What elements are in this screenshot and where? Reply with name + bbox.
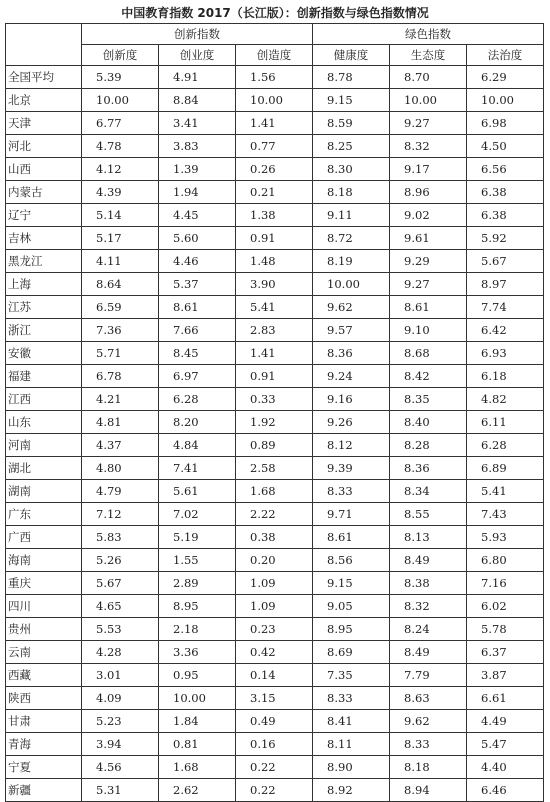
value-cell: 4.91 bbox=[159, 66, 236, 89]
value-cell: 6.28 bbox=[159, 388, 236, 411]
table-row bbox=[6, 319, 544, 342]
value-cell: 3.90 bbox=[236, 273, 313, 296]
value-cell: 5.61 bbox=[159, 480, 236, 503]
table-row bbox=[6, 66, 544, 89]
table-row bbox=[6, 503, 544, 526]
value-cell: 5.37 bbox=[159, 273, 236, 296]
value-cell: 4.79 bbox=[82, 480, 159, 503]
value-cell: 9.62 bbox=[313, 296, 390, 319]
region-cell: 山西 bbox=[6, 158, 82, 181]
value-cell: 8.96 bbox=[390, 181, 467, 204]
value-cell: 5.31 bbox=[82, 779, 159, 802]
region-cell: 陕西 bbox=[6, 687, 82, 710]
value-cell: 7.43 bbox=[467, 503, 544, 526]
value-cell: 6.37 bbox=[467, 641, 544, 664]
value-cell: 8.33 bbox=[313, 480, 390, 503]
value-cell: 8.41 bbox=[313, 710, 390, 733]
value-cell: 5.53 bbox=[82, 618, 159, 641]
value-cell: 8.38 bbox=[390, 572, 467, 595]
value-cell: 3.15 bbox=[236, 687, 313, 710]
value-cell: 6.29 bbox=[467, 66, 544, 89]
value-cell: 6.18 bbox=[467, 365, 544, 388]
value-cell: 8.28 bbox=[390, 434, 467, 457]
region-cell: 上海 bbox=[6, 273, 82, 296]
value-cell: 8.61 bbox=[313, 526, 390, 549]
region-cell: 贵州 bbox=[6, 618, 82, 641]
value-cell: 5.39 bbox=[82, 66, 159, 89]
value-cell: 0.77 bbox=[236, 135, 313, 158]
value-cell: 9.16 bbox=[313, 388, 390, 411]
column-header: 生态度 bbox=[390, 45, 467, 66]
value-cell: 8.78 bbox=[313, 66, 390, 89]
table-row bbox=[6, 641, 544, 664]
region-cell: 重庆 bbox=[6, 572, 82, 595]
value-cell: 2.62 bbox=[159, 779, 236, 802]
region-cell: 广东 bbox=[6, 503, 82, 526]
table-row bbox=[6, 112, 544, 135]
table-row bbox=[6, 388, 544, 411]
table-row bbox=[6, 273, 544, 296]
value-cell: 0.91 bbox=[236, 227, 313, 250]
region-cell: 四川 bbox=[6, 595, 82, 618]
value-cell: 8.36 bbox=[390, 457, 467, 480]
value-cell: 5.83 bbox=[82, 526, 159, 549]
value-cell: 10.00 bbox=[236, 89, 313, 112]
value-cell: 9.11 bbox=[313, 204, 390, 227]
value-cell: 8.95 bbox=[159, 595, 236, 618]
value-cell: 2.58 bbox=[236, 457, 313, 480]
value-cell: 7.12 bbox=[82, 503, 159, 526]
value-cell: 6.98 bbox=[467, 112, 544, 135]
value-cell: 0.95 bbox=[159, 664, 236, 687]
value-cell: 9.05 bbox=[313, 595, 390, 618]
column-header: 创业度 bbox=[159, 45, 236, 66]
table-row bbox=[6, 779, 544, 802]
region-cell: 湖北 bbox=[6, 457, 82, 480]
value-cell: 9.17 bbox=[390, 158, 467, 181]
value-cell: 4.45 bbox=[159, 204, 236, 227]
value-cell: 5.67 bbox=[467, 250, 544, 273]
value-cell: 5.71 bbox=[82, 342, 159, 365]
value-cell: 8.72 bbox=[313, 227, 390, 250]
value-cell: 1.39 bbox=[159, 158, 236, 181]
value-cell: 5.41 bbox=[467, 480, 544, 503]
value-cell: 4.11 bbox=[82, 250, 159, 273]
value-cell: 8.90 bbox=[313, 756, 390, 779]
table-row bbox=[6, 710, 544, 733]
value-cell: 3.01 bbox=[82, 664, 159, 687]
region-cell: 浙江 bbox=[6, 319, 82, 342]
value-cell: 10.00 bbox=[159, 687, 236, 710]
value-cell: 8.18 bbox=[313, 181, 390, 204]
value-cell: 9.10 bbox=[390, 319, 467, 342]
region-cell: 海南 bbox=[6, 549, 82, 572]
value-cell: 4.65 bbox=[82, 595, 159, 618]
value-cell: 8.42 bbox=[390, 365, 467, 388]
value-cell: 0.20 bbox=[236, 549, 313, 572]
value-cell: 1.38 bbox=[236, 204, 313, 227]
value-cell: 4.12 bbox=[82, 158, 159, 181]
value-cell: 5.23 bbox=[82, 710, 159, 733]
value-cell: 7.79 bbox=[390, 664, 467, 687]
value-cell: 7.36 bbox=[82, 319, 159, 342]
value-cell: 9.27 bbox=[390, 273, 467, 296]
region-cell: 吉林 bbox=[6, 227, 82, 250]
value-cell: 7.35 bbox=[313, 664, 390, 687]
value-cell: 7.74 bbox=[467, 296, 544, 319]
value-cell: 1.68 bbox=[159, 756, 236, 779]
region-cell: 云南 bbox=[6, 641, 82, 664]
value-cell: 2.83 bbox=[236, 319, 313, 342]
table-row bbox=[6, 227, 544, 250]
value-cell: 8.32 bbox=[390, 595, 467, 618]
value-cell: 8.55 bbox=[390, 503, 467, 526]
value-cell: 1.48 bbox=[236, 250, 313, 273]
value-cell: 8.30 bbox=[313, 158, 390, 181]
value-cell: 9.61 bbox=[390, 227, 467, 250]
value-cell: 6.89 bbox=[467, 457, 544, 480]
value-cell: 2.89 bbox=[159, 572, 236, 595]
value-cell: 8.92 bbox=[313, 779, 390, 802]
value-cell: 2.22 bbox=[236, 503, 313, 526]
table-row bbox=[6, 480, 544, 503]
value-cell: 8.95 bbox=[313, 618, 390, 641]
value-cell: 4.09 bbox=[82, 687, 159, 710]
region-cell: 河南 bbox=[6, 434, 82, 457]
value-cell: 4.80 bbox=[82, 457, 159, 480]
column-header: 创造度 bbox=[236, 45, 313, 66]
group-header-green: 绿色指数 bbox=[313, 24, 544, 45]
value-cell: 8.34 bbox=[390, 480, 467, 503]
value-cell: 9.24 bbox=[313, 365, 390, 388]
value-cell: 4.46 bbox=[159, 250, 236, 273]
value-cell: 8.40 bbox=[390, 411, 467, 434]
value-cell: 4.21 bbox=[82, 388, 159, 411]
region-cell: 辽宁 bbox=[6, 204, 82, 227]
table-row bbox=[6, 526, 544, 549]
value-cell: 1.09 bbox=[236, 572, 313, 595]
value-cell: 1.41 bbox=[236, 342, 313, 365]
region-cell: 江西 bbox=[6, 388, 82, 411]
region-cell: 宁夏 bbox=[6, 756, 82, 779]
value-cell: 1.41 bbox=[236, 112, 313, 135]
value-cell: 4.82 bbox=[467, 388, 544, 411]
value-cell: 8.35 bbox=[390, 388, 467, 411]
value-cell: 5.41 bbox=[236, 296, 313, 319]
value-cell: 8.64 bbox=[82, 273, 159, 296]
value-cell: 4.50 bbox=[467, 135, 544, 158]
value-cell: 3.36 bbox=[159, 641, 236, 664]
table-row bbox=[6, 664, 544, 687]
value-cell: 0.26 bbox=[236, 158, 313, 181]
value-cell: 6.46 bbox=[467, 779, 544, 802]
value-cell: 8.12 bbox=[313, 434, 390, 457]
value-cell: 8.33 bbox=[313, 687, 390, 710]
value-cell: 5.60 bbox=[159, 227, 236, 250]
region-cell: 甘肃 bbox=[6, 710, 82, 733]
value-cell: 5.14 bbox=[82, 204, 159, 227]
value-cell: 3.87 bbox=[467, 664, 544, 687]
region-cell: 江苏 bbox=[6, 296, 82, 319]
region-cell: 新疆 bbox=[6, 779, 82, 802]
value-cell: 0.22 bbox=[236, 779, 313, 802]
value-cell: 6.59 bbox=[82, 296, 159, 319]
value-cell: 0.91 bbox=[236, 365, 313, 388]
table-row bbox=[6, 618, 544, 641]
value-cell: 8.68 bbox=[390, 342, 467, 365]
value-cell: 8.45 bbox=[159, 342, 236, 365]
value-cell: 8.49 bbox=[390, 549, 467, 572]
value-cell: 1.55 bbox=[159, 549, 236, 572]
value-cell: 8.18 bbox=[390, 756, 467, 779]
value-cell: 1.68 bbox=[236, 480, 313, 503]
value-cell: 0.49 bbox=[236, 710, 313, 733]
value-cell: 9.71 bbox=[313, 503, 390, 526]
value-cell: 6.11 bbox=[467, 411, 544, 434]
table-row bbox=[6, 687, 544, 710]
value-cell: 6.80 bbox=[467, 549, 544, 572]
value-cell: 5.78 bbox=[467, 618, 544, 641]
value-cell: 9.27 bbox=[390, 112, 467, 135]
table-row bbox=[6, 204, 544, 227]
value-cell: 6.61 bbox=[467, 687, 544, 710]
table-row bbox=[6, 411, 544, 434]
value-cell: 8.61 bbox=[390, 296, 467, 319]
region-cell: 天津 bbox=[6, 112, 82, 135]
group-header-row bbox=[6, 24, 544, 45]
value-cell: 8.24 bbox=[390, 618, 467, 641]
region-cell: 湖南 bbox=[6, 480, 82, 503]
column-header-row bbox=[6, 45, 544, 66]
value-cell: 10.00 bbox=[467, 89, 544, 112]
value-cell: 4.37 bbox=[82, 434, 159, 457]
value-cell: 4.28 bbox=[82, 641, 159, 664]
value-cell: 8.84 bbox=[159, 89, 236, 112]
table-row bbox=[6, 296, 544, 319]
value-cell: 4.81 bbox=[82, 411, 159, 434]
value-cell: 4.56 bbox=[82, 756, 159, 779]
value-cell: 3.83 bbox=[159, 135, 236, 158]
value-cell: 8.59 bbox=[313, 112, 390, 135]
region-header bbox=[6, 24, 82, 66]
value-cell: 8.32 bbox=[390, 135, 467, 158]
value-cell: 1.56 bbox=[236, 66, 313, 89]
table-row bbox=[6, 135, 544, 158]
value-cell: 0.89 bbox=[236, 434, 313, 457]
value-cell: 2.18 bbox=[159, 618, 236, 641]
region-cell: 山东 bbox=[6, 411, 82, 434]
table-row bbox=[6, 733, 544, 756]
value-cell: 9.15 bbox=[313, 572, 390, 595]
region-cell: 安徽 bbox=[6, 342, 82, 365]
value-cell: 5.92 bbox=[467, 227, 544, 250]
value-cell: 10.00 bbox=[82, 89, 159, 112]
value-cell: 8.11 bbox=[313, 733, 390, 756]
table-row bbox=[6, 342, 544, 365]
region-cell: 福建 bbox=[6, 365, 82, 388]
value-cell: 7.02 bbox=[159, 503, 236, 526]
value-cell: 4.40 bbox=[467, 756, 544, 779]
region-cell: 北京 bbox=[6, 89, 82, 112]
value-cell: 8.13 bbox=[390, 526, 467, 549]
index-table bbox=[5, 23, 544, 802]
column-header: 创新度 bbox=[82, 45, 159, 66]
group-header-innovation: 创新指数 bbox=[82, 24, 313, 45]
table-body bbox=[6, 66, 544, 802]
value-cell: 8.97 bbox=[467, 273, 544, 296]
value-cell: 6.42 bbox=[467, 319, 544, 342]
value-cell: 9.29 bbox=[390, 250, 467, 273]
value-cell: 4.78 bbox=[82, 135, 159, 158]
table-row bbox=[6, 181, 544, 204]
value-cell: 8.61 bbox=[159, 296, 236, 319]
value-cell: 8.56 bbox=[313, 549, 390, 572]
value-cell: 3.94 bbox=[82, 733, 159, 756]
column-header: 法治度 bbox=[467, 45, 544, 66]
value-cell: 5.19 bbox=[159, 526, 236, 549]
value-cell: 0.33 bbox=[236, 388, 313, 411]
value-cell: 1.92 bbox=[236, 411, 313, 434]
value-cell: 10.00 bbox=[313, 273, 390, 296]
region-cell: 广西 bbox=[6, 526, 82, 549]
value-cell: 8.63 bbox=[390, 687, 467, 710]
value-cell: 0.21 bbox=[236, 181, 313, 204]
value-cell: 8.69 bbox=[313, 641, 390, 664]
value-cell: 6.56 bbox=[467, 158, 544, 181]
value-cell: 1.94 bbox=[159, 181, 236, 204]
region-cell: 内蒙古 bbox=[6, 181, 82, 204]
value-cell: 8.20 bbox=[159, 411, 236, 434]
value-cell: 6.77 bbox=[82, 112, 159, 135]
value-cell: 7.66 bbox=[159, 319, 236, 342]
value-cell: 8.94 bbox=[390, 779, 467, 802]
value-cell: 6.93 bbox=[467, 342, 544, 365]
value-cell: 4.49 bbox=[467, 710, 544, 733]
value-cell: 1.09 bbox=[236, 595, 313, 618]
region-cell: 青海 bbox=[6, 733, 82, 756]
table-row bbox=[6, 549, 544, 572]
value-cell: 0.23 bbox=[236, 618, 313, 641]
table-row bbox=[6, 158, 544, 181]
value-cell: 9.15 bbox=[313, 89, 390, 112]
value-cell: 5.93 bbox=[467, 526, 544, 549]
region-cell: 全国平均 bbox=[6, 66, 82, 89]
table-row bbox=[6, 457, 544, 480]
value-cell: 7.41 bbox=[159, 457, 236, 480]
table-row bbox=[6, 434, 544, 457]
value-cell: 8.19 bbox=[313, 250, 390, 273]
value-cell: 9.62 bbox=[390, 710, 467, 733]
column-header: 健康度 bbox=[313, 45, 390, 66]
value-cell: 8.36 bbox=[313, 342, 390, 365]
table-row bbox=[6, 595, 544, 618]
value-cell: 5.67 bbox=[82, 572, 159, 595]
table-row bbox=[6, 89, 544, 112]
value-cell: 6.38 bbox=[467, 204, 544, 227]
value-cell: 6.02 bbox=[467, 595, 544, 618]
region-cell: 黑龙江 bbox=[6, 250, 82, 273]
table-row bbox=[6, 250, 544, 273]
value-cell: 5.47 bbox=[467, 733, 544, 756]
region-cell: 河北 bbox=[6, 135, 82, 158]
value-cell: 6.97 bbox=[159, 365, 236, 388]
value-cell: 7.16 bbox=[467, 572, 544, 595]
value-cell: 5.26 bbox=[82, 549, 159, 572]
table-title: 中国教育指数 2017（长江版）：创新指数与绿色指数情况 bbox=[121, 6, 429, 20]
value-cell: 3.41 bbox=[159, 112, 236, 135]
value-cell: 4.84 bbox=[159, 434, 236, 457]
value-cell: 8.25 bbox=[313, 135, 390, 158]
region-cell: 西藏 bbox=[6, 664, 82, 687]
value-cell: 4.39 bbox=[82, 181, 159, 204]
value-cell: 0.42 bbox=[236, 641, 313, 664]
value-cell: 6.28 bbox=[467, 434, 544, 457]
table-row bbox=[6, 756, 544, 779]
table-row bbox=[6, 365, 544, 388]
value-cell: 8.33 bbox=[390, 733, 467, 756]
value-cell: 6.78 bbox=[82, 365, 159, 388]
value-cell: 9.02 bbox=[390, 204, 467, 227]
value-cell: 9.26 bbox=[313, 411, 390, 434]
value-cell: 0.14 bbox=[236, 664, 313, 687]
value-cell: 0.38 bbox=[236, 526, 313, 549]
value-cell: 0.16 bbox=[236, 733, 313, 756]
value-cell: 0.22 bbox=[236, 756, 313, 779]
value-cell: 9.39 bbox=[313, 457, 390, 480]
value-cell: 10.00 bbox=[390, 89, 467, 112]
value-cell: 9.57 bbox=[313, 319, 390, 342]
value-cell: 8.70 bbox=[390, 66, 467, 89]
value-cell: 6.38 bbox=[467, 181, 544, 204]
value-cell: 0.81 bbox=[159, 733, 236, 756]
value-cell: 5.17 bbox=[82, 227, 159, 250]
value-cell: 1.84 bbox=[159, 710, 236, 733]
table-row bbox=[6, 572, 544, 595]
value-cell: 8.49 bbox=[390, 641, 467, 664]
